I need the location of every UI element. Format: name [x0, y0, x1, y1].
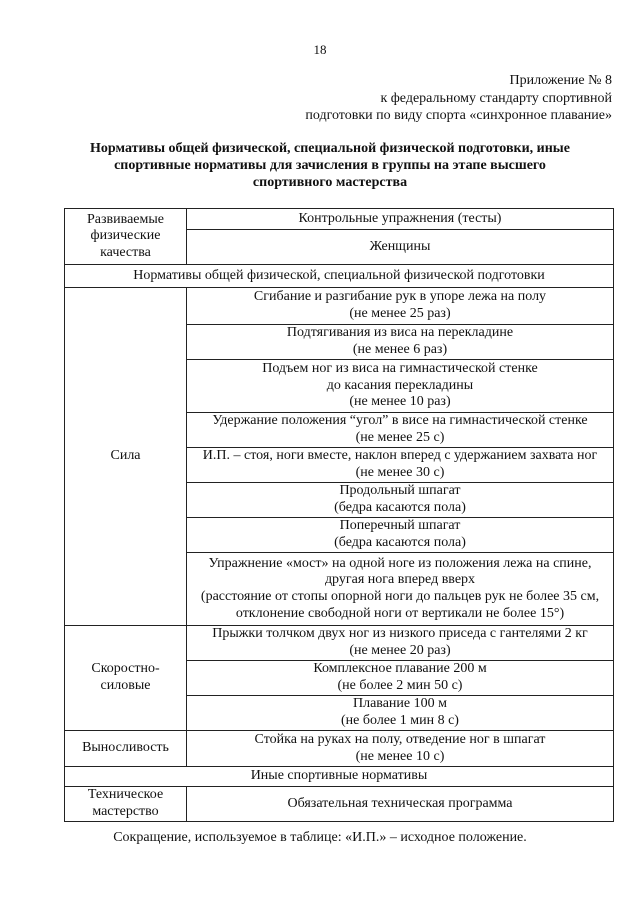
test-technical: Обязательная техническая программа: [187, 787, 614, 822]
quality-strength: Сила: [65, 288, 187, 626]
test-cell: [187, 553, 614, 626]
test-name: Подтягивания из виса на перекладине: [286, 325, 514, 341]
test-cell: [187, 325, 614, 360]
section-row: [65, 767, 614, 787]
test-norm: (бедра касаются пола): [334, 500, 466, 515]
footnote: Сокращение, используемое в таблице: «И.П.» – исходное положение.: [113, 830, 527, 845]
test-norm: (не более 1 мин 8 с): [341, 713, 459, 728]
quality-line: Техническое: [87, 787, 164, 803]
test-cell: [187, 360, 614, 413]
test-cell: [187, 288, 614, 325]
title-line-1: Нормативы общей физической, специальной физической подготовки, иные: [90, 141, 570, 156]
table-header-row: [65, 209, 614, 230]
test-name: И.П. – стоя, ноги вместе, наклон вперед с удержанием захвата ног: [202, 448, 598, 464]
section-row: [65, 265, 614, 288]
quality-line: мастерство: [92, 804, 159, 819]
test-cell: [187, 448, 614, 483]
header-gender: Женщины: [187, 230, 614, 265]
table-row: [65, 626, 614, 661]
test-name: Удержание положения “угол” в висе на гимнастической стенке: [212, 413, 588, 429]
test-name: Упражнение «мост» на одной ноге из положения лежа на спине,: [208, 555, 592, 571]
header-qualities: Развиваемые физические качества: [65, 209, 187, 265]
test-cell: [187, 483, 614, 518]
table-row: [65, 787, 614, 822]
quality-line: Скоростно-: [91, 661, 160, 677]
test-name: Плавание 100 м: [352, 696, 447, 712]
test-norm: (не менее 10 раз): [349, 394, 451, 410]
test-name: Сгибание и разгибание рук в упоре лежа на полу: [253, 289, 547, 305]
header-tests: Контрольные упражнения (тесты): [187, 209, 614, 230]
test-norm: (не менее 10 с): [355, 748, 445, 764]
appendix-line-3: подготовки по виду спорта «синхронное плавание»: [305, 108, 612, 123]
section-other: Иные спортивные нормативы: [65, 767, 614, 787]
test-name: Комплексное плавание 200 м: [313, 661, 487, 677]
document-title: [60, 140, 600, 191]
test-norm: (не менее 25 раз): [349, 306, 451, 321]
quality-speed-strength: [65, 626, 187, 731]
section-general-special: Нормативы общей физической, специальной физической подготовки: [65, 265, 614, 288]
table-row: [65, 731, 614, 767]
test-norm: (не более 2 мин 50 с): [337, 678, 463, 693]
quality-technical: [65, 787, 187, 822]
appendix-line-1: Приложение № 8: [509, 73, 612, 88]
test-norm-cont: отклонение свободной ноги от вертикали не более 15°): [235, 605, 565, 621]
test-cell: [187, 731, 614, 767]
test-cell: [187, 696, 614, 731]
test-cell: [187, 518, 614, 553]
quality-line: силовые: [100, 678, 151, 693]
test-norm: (не менее 30 с): [355, 465, 445, 480]
table-row: [65, 288, 614, 325]
test-name: Продольный шпагат: [339, 483, 461, 499]
appendix-line-2: к федеральному стандарту спортивной: [380, 90, 612, 106]
test-name: Поперечный шпагат: [339, 518, 461, 534]
test-norm: (не менее 25 с): [355, 430, 445, 445]
standards-table: [64, 208, 614, 822]
test-name: Подъем ног из виса на гимнастической стенке: [262, 361, 538, 377]
test-name: Прыжки толчком двух ног из низкого приседа с гантелями 2 кг: [212, 626, 588, 642]
test-cell: [187, 626, 614, 661]
title-line-3: спортивного мастерства: [252, 175, 408, 190]
test-norm: (не менее 6 раз): [352, 342, 448, 357]
page-number: 18: [313, 42, 327, 57]
test-norm: (расстояние от стопы опорной ноги до пальцев рук не более 35 см,: [200, 589, 600, 604]
test-cell: [187, 661, 614, 696]
test-norm: (не менее 20 раз): [349, 643, 451, 658]
test-cell: [187, 413, 614, 448]
test-name-cont: до касания перекладины: [326, 377, 474, 393]
test-name-cont: другая нога вперед вверх: [324, 572, 476, 588]
appendix-header: [305, 72, 612, 125]
test-name: Стойка на руках на полу, отведение ног в шпагат: [254, 731, 546, 747]
quality-endurance: Выносливость: [65, 731, 187, 767]
test-norm: (бедра касаются пола): [334, 535, 466, 550]
title-line-2: спортивные нормативы для зачисления в группы на этапе высшего: [114, 158, 546, 173]
